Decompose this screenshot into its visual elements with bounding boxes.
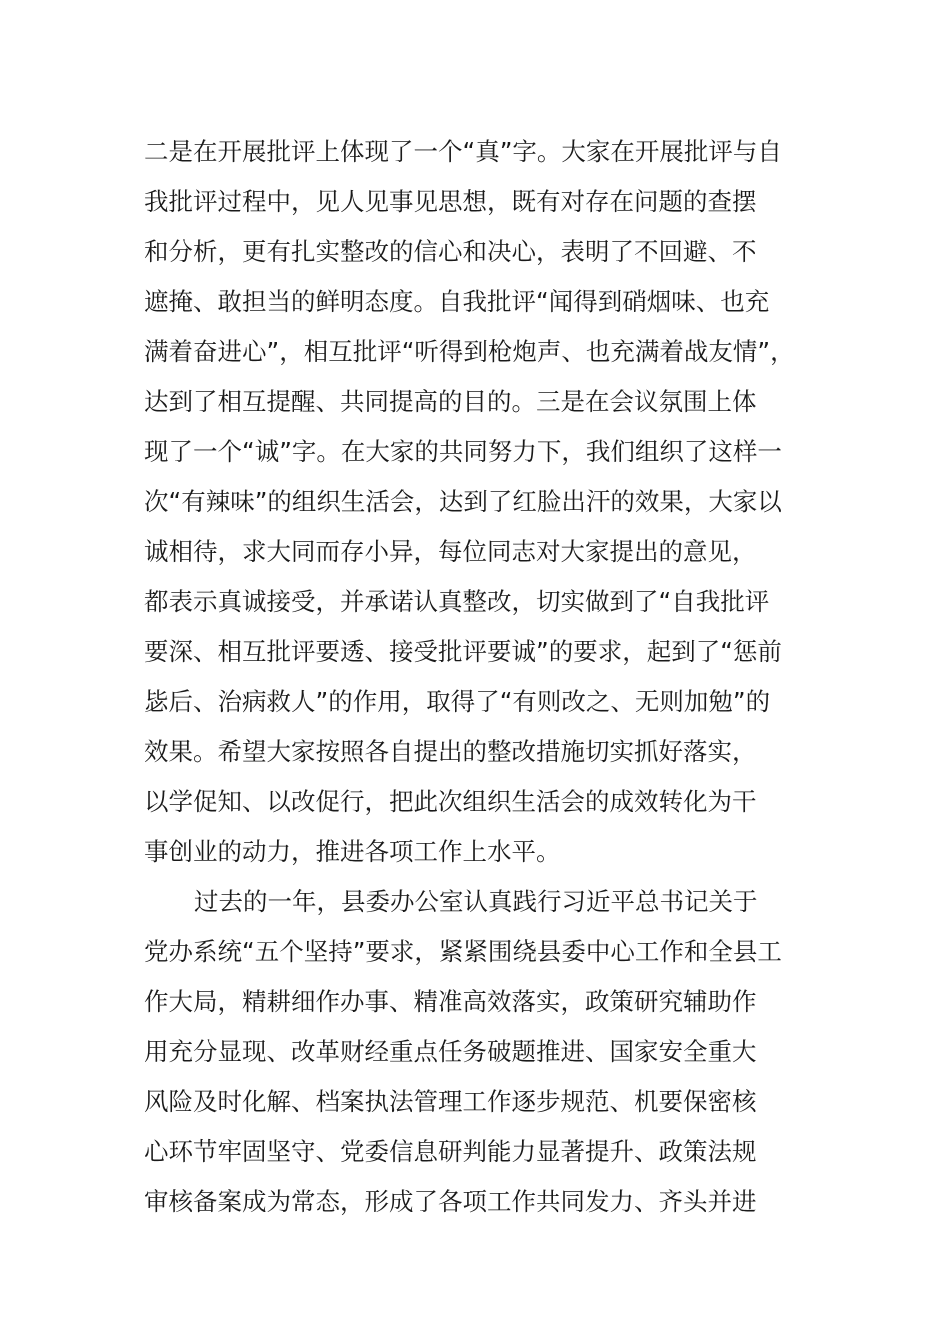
text-line: 效果。希望大家按照各自提出的整改措施切实抓好落实， [144,737,757,766]
text-line: 心环节牢固坚守、党委信息研判能力显著提升、政策法规 [144,1137,757,1166]
paragraph [144,877,824,1227]
paragraph [144,127,824,877]
text-line: 审核备案成为常态，形成了各项工作共同发力、齐头并进 [144,1187,757,1216]
text-line: 用充分显现、改革财经重点任务破题推进、国家安全重大 [144,1037,757,1066]
text-line: 都表示真诚接受，并承诺认真整改，切实做到了“自我批评 [144,587,770,616]
text-line: 现了一个“诚”字。在大家的共同努力下，我们组织了这样一 [144,437,782,466]
text-line: 党办系统“五个坚持”要求，紧紧围绕县委中心工作和全县工 [144,937,782,966]
text-line: 过去的一年，县委办公室认真践行习近平总书记关于 [194,887,758,916]
text-line: 满着奋进心”，相互批评“听得到枪炮声、也充满着战友情”， [144,337,795,366]
text-line: 我批评过程中，见人见事见思想，既有对存在问题的查摆 [144,187,757,216]
text-line: 诚相待，求大同而存小异，每位同志对大家提出的意见， [144,537,757,566]
text-line: 作大局，精耕细作办事、精准高效落实，政策研究辅助作 [144,987,757,1016]
text-line: 要深、相互批评要透、接受批评要诚”的要求，起到了“惩前 [144,637,782,666]
text-line: 达到了相互提醒、共同提高的目的。三是在会议氛围上体 [144,387,757,416]
text-line: 和分析，更有扎实整改的信心和决心，表明了不回避、不 [144,237,757,266]
text-line: 二是在开展批评上体现了一个“真”字。大家在开展批评与自 [144,137,782,166]
text-line: 次“有辣味”的组织生活会，达到了红脸出汗的效果，大家以 [144,487,782,516]
text-line: 以学促知、以改促行，把此次组织生活会的成效转化为干 [144,787,757,816]
document-body [144,127,824,1227]
text-line: 事创业的动力，推进各项工作上水平。 [144,837,561,866]
text-line: 遮掩、敢担当的鲜明态度。自我批评“闻得到硝烟味、也充 [144,287,770,316]
text-line: 毖后、治病救人”的作用，取得了“有则改之、无则加勉”的 [144,687,771,716]
text-line: 风险及时化解、档案执法管理工作逐步规范、机要保密核 [144,1087,757,1116]
